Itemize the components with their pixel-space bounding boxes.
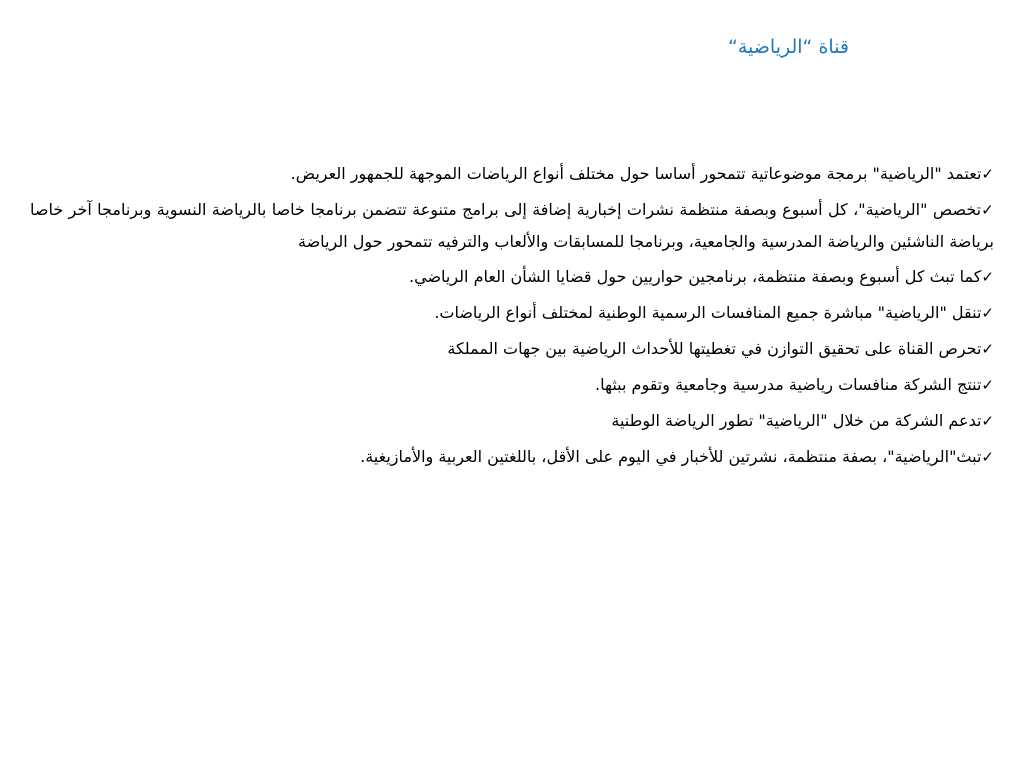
bullet-item <box>30 194 994 257</box>
bullet-text: تنقل "الرياضية" مباشرة جميع المنافسات الرسمية الوطنية لمختلف أنواع الرياضات. <box>434 303 982 322</box>
bullet-text: تحرص القناة على تحقيق التوازن في تغطيتها للأحداث الرياضية بين جهات المملكة <box>447 339 982 358</box>
check-icon: ✓ <box>981 165 994 183</box>
bullet-item <box>30 369 994 401</box>
check-icon: ✓ <box>981 376 994 394</box>
check-icon: ✓ <box>981 268 994 286</box>
check-icon: ✓ <box>981 304 994 322</box>
bullet-text: تخصص "الرياضية"، كل أسبوع وبصفة منتظمة نشرات إخبارية إضافة إلى برامج متنوعة تتضمن برنامجا خاصا بالرياضة النسوية وبرنامجا آخر خاصا برياضة الناشئين والرياضة المدرسية والجامعية، وبرنامجا للمسابقات والألعاب والترفيه تتمحور حول الرياضة <box>30 200 994 251</box>
bullet-item <box>30 333 994 365</box>
check-icon: ✓ <box>981 201 995 219</box>
bullet-text: تنتج الشركة منافسات رياضية مدرسية وجامعية وتقوم ببثها. <box>595 375 982 394</box>
check-icon: ✓ <box>981 412 994 430</box>
bullet-item <box>30 261 994 293</box>
bullet-item <box>30 158 994 190</box>
slide-title: قناة “الرياضية“ <box>728 36 849 58</box>
bullet-list <box>30 158 994 477</box>
bullet-text: تعتمد "الرياضية" برمجة موضوعاتية تتمحور أساسا حول مختلف أنواع الرياضات الموجهة للجمهور العريض. <box>290 164 982 183</box>
bullet-text: كما تبث كل أسبوع وبصفة منتظمة، برنامجين حواريين حول قضايا الشأن العام الرياضي. <box>409 267 982 286</box>
check-icon: ✓ <box>981 448 994 466</box>
bullet-item <box>30 405 994 437</box>
bullet-text: تدعم الشركة من خلال "الرياضية" تطور الرياضة الوطنية <box>611 411 982 430</box>
bullet-item <box>30 297 994 329</box>
check-icon: ✓ <box>981 340 994 358</box>
bullet-item <box>30 441 994 473</box>
bullet-text: تبث"الرياضية"، بصفة منتظمة، نشرتين للأخبار في اليوم على الأقل، باللغتين العربية والأمازيغية. <box>360 447 982 466</box>
